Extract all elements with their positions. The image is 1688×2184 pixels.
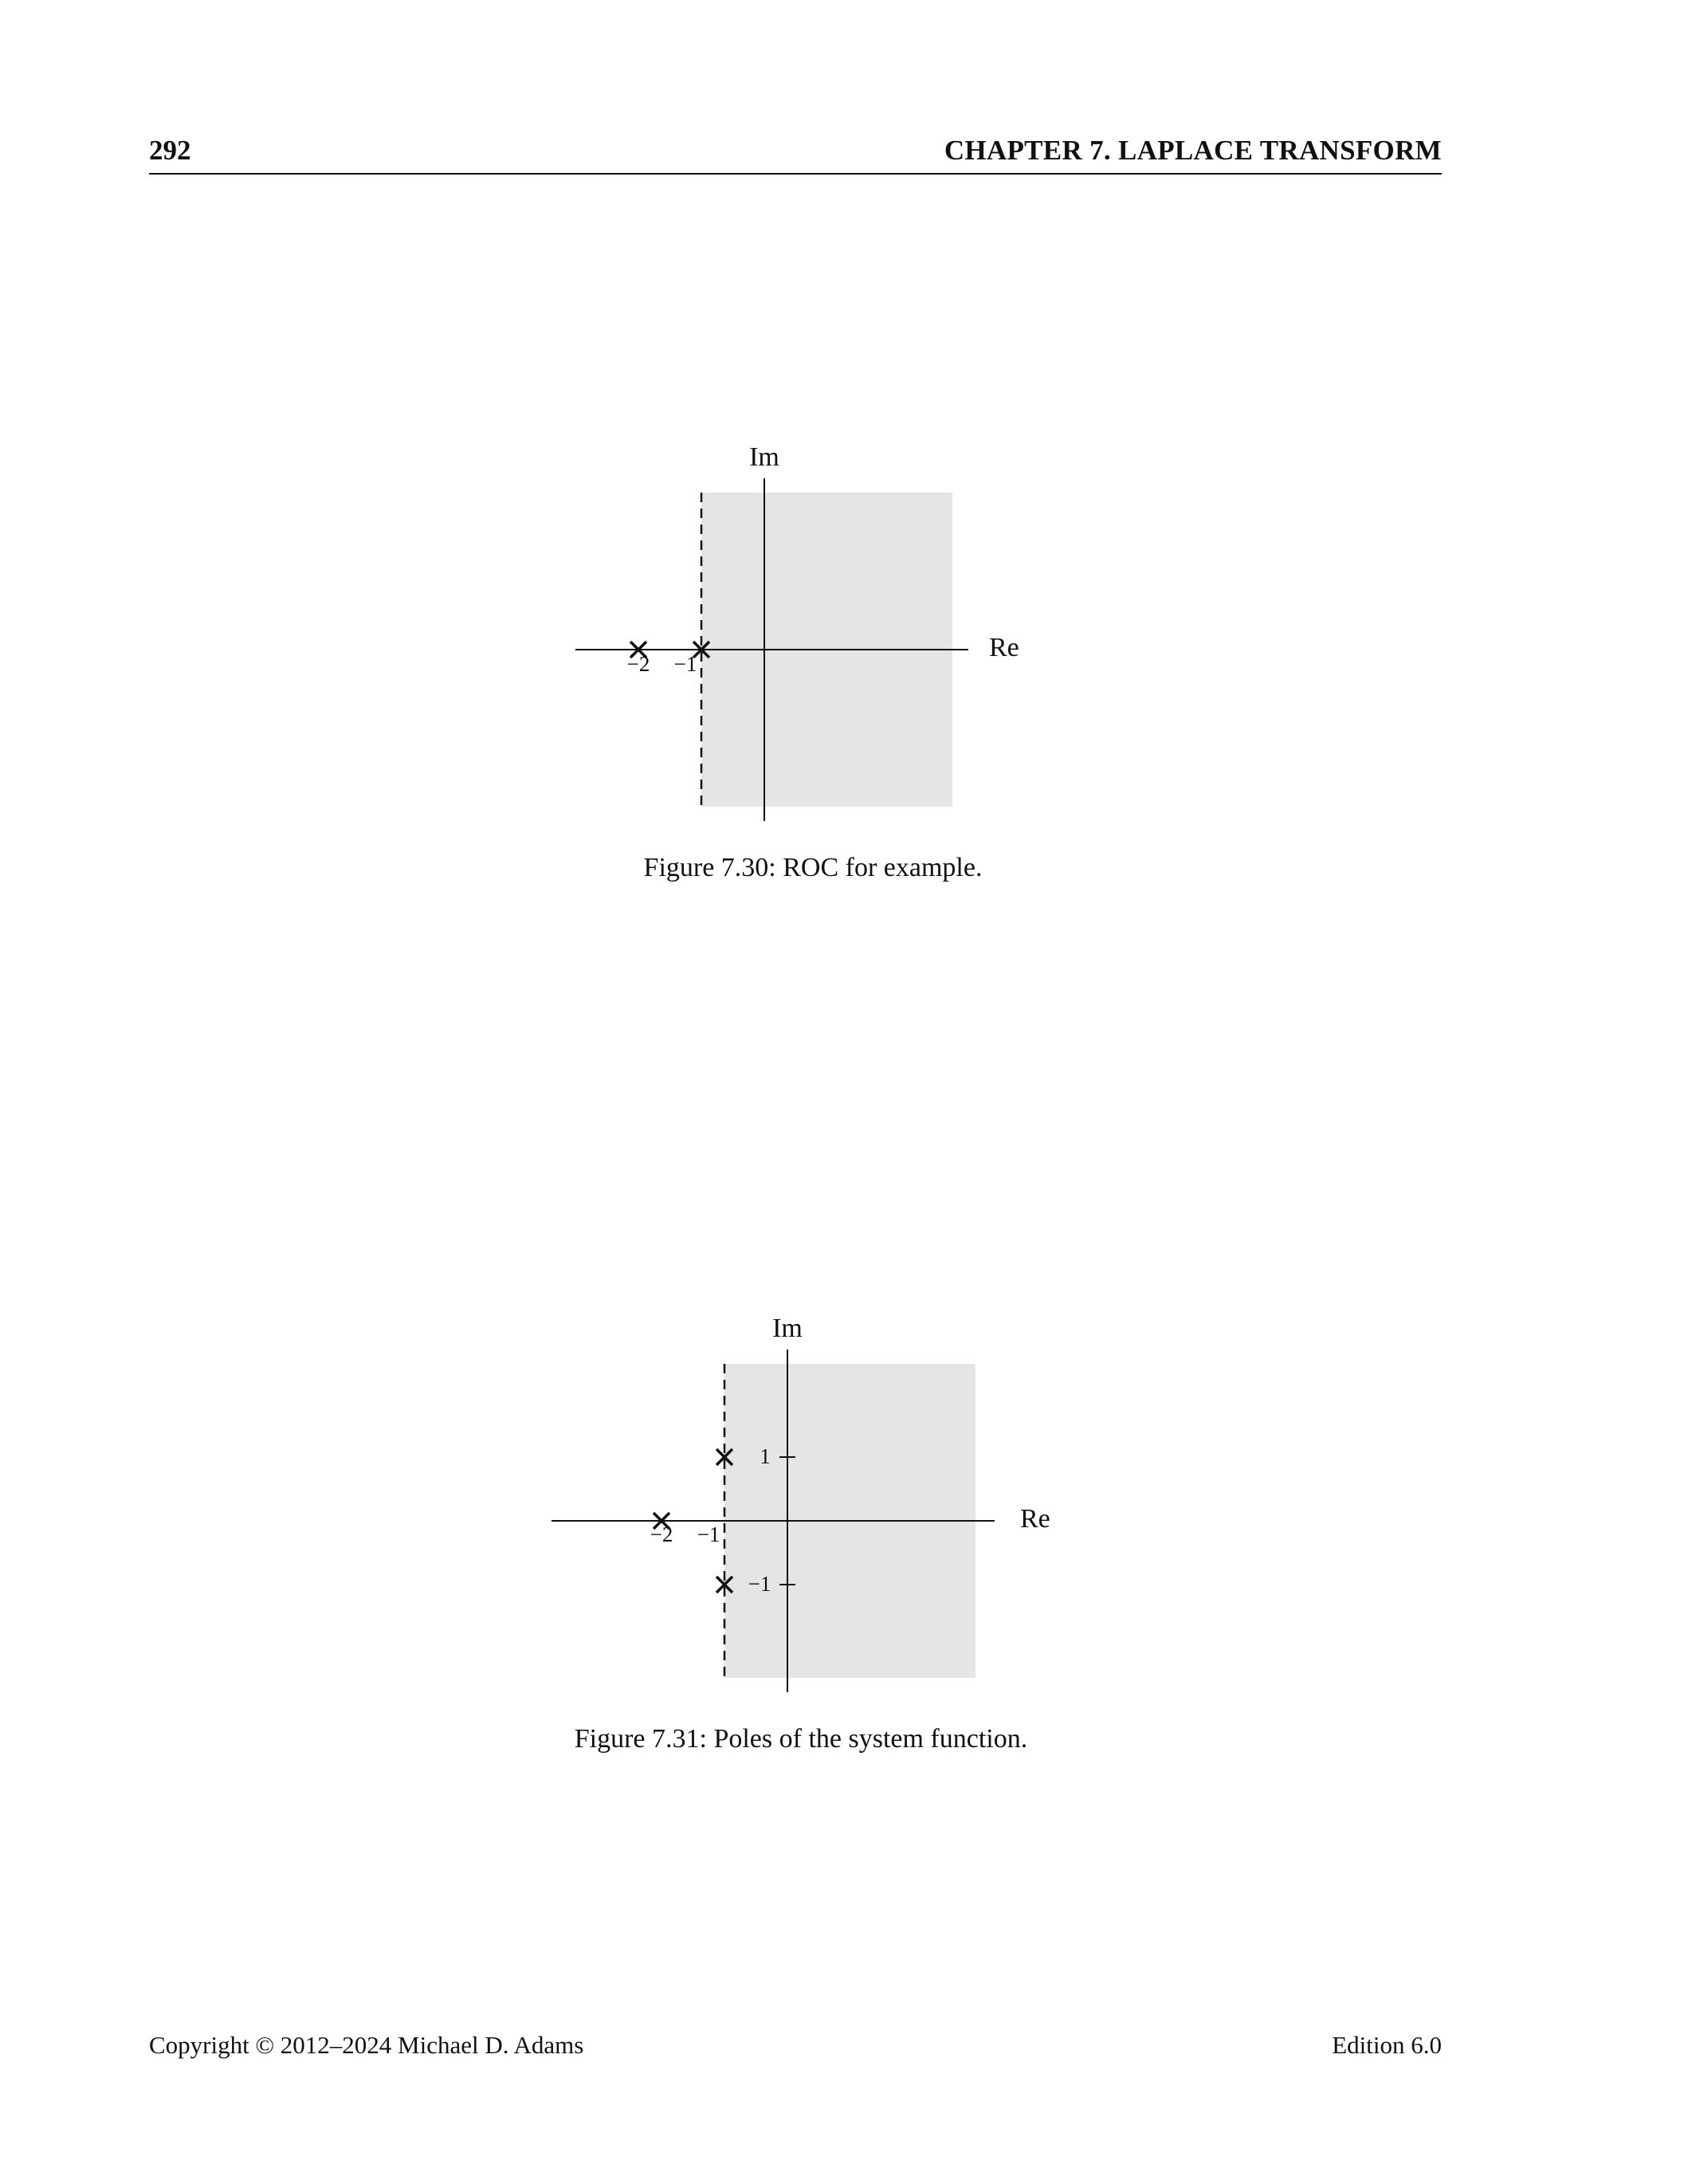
real-tick-label: −2 [650, 1522, 673, 1547]
imag-axis-label: Im [749, 442, 779, 472]
imag-tick-label: −1 [748, 1572, 771, 1597]
copyright-notice: Copyright © 2012–2024 Michael D. Adams [149, 2031, 584, 2059]
chapter-title: CHAPTER 7. LAPLACE TRANSFORM [944, 135, 1442, 166]
figure-caption: Figure 7.31: Poles of the system function. [574, 1724, 1028, 1754]
page-footer [149, 2031, 1442, 2066]
real-tick-label: −2 [626, 652, 650, 677]
real-tick-label: −1 [673, 652, 697, 677]
figure-7-31-plot [534, 1302, 1068, 1716]
figure-caption: Figure 7.30: ROC for example. [643, 853, 983, 882]
real-tick-label: −1 [697, 1522, 720, 1547]
page-number: 292 [149, 135, 191, 166]
imag-tick-label: 1 [760, 1444, 771, 1469]
real-axis-label: Re [1020, 1503, 1050, 1534]
figure-7-30 [558, 430, 1068, 893]
figure-7-30-plot [558, 430, 1068, 845]
imag-axis-label: Im [772, 1313, 803, 1343]
real-axis-label: Re [989, 632, 1019, 662]
page-header [149, 132, 1442, 175]
figure-7-31 [534, 1302, 1068, 1764]
edition-label: Edition 6.0 [1332, 2031, 1442, 2059]
